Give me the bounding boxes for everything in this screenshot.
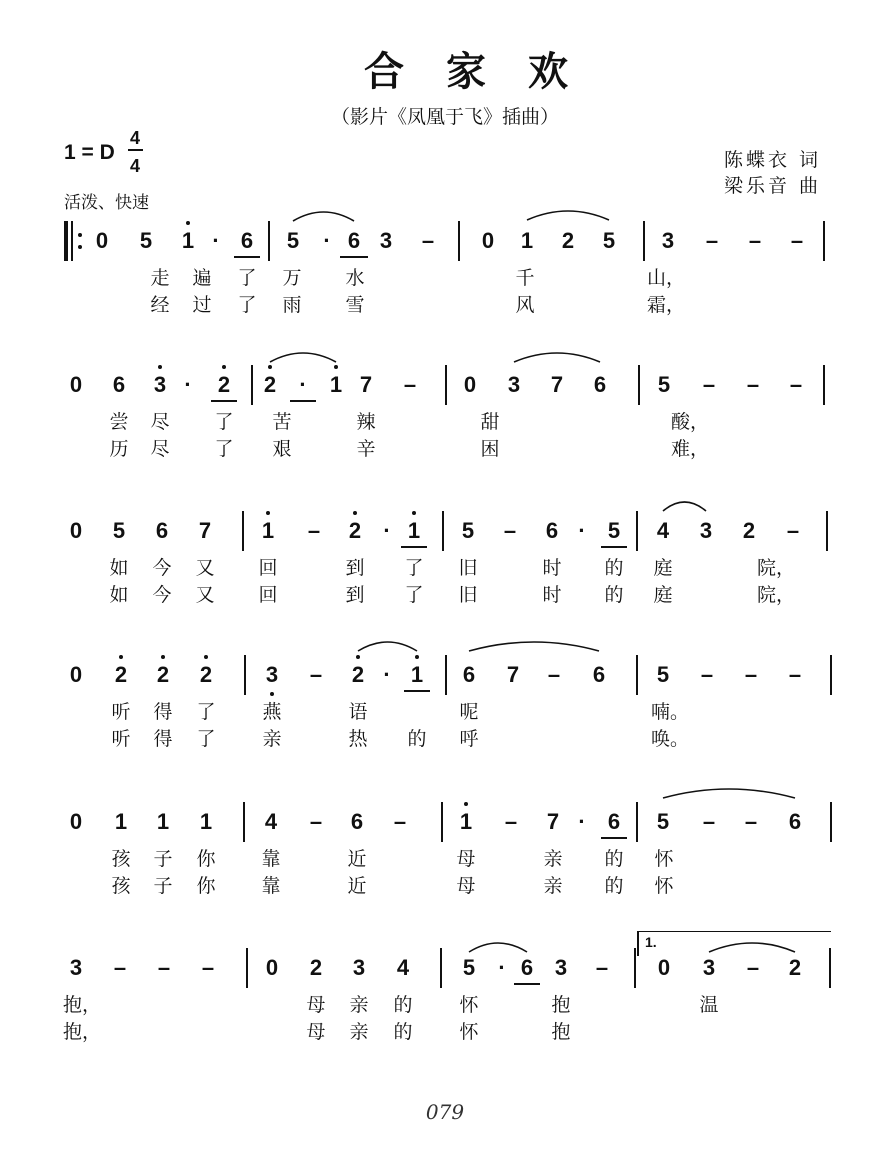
jianpu-note: – <box>503 518 517 543</box>
jianpu-note: 3 <box>554 955 568 980</box>
jianpu-note: 3 <box>352 955 366 980</box>
jianpu-note: – <box>748 228 762 253</box>
jianpu-note: – <box>702 372 716 397</box>
lyric-verse-2: 霜， <box>647 294 686 316</box>
lyric-verse-2: 抱 <box>551 1021 571 1043</box>
lyric-verse-1: 回 <box>258 557 278 579</box>
lyric-verse-1: 了 <box>237 267 257 289</box>
slur <box>469 642 599 651</box>
lyric-verse-1: 亲 <box>543 848 563 870</box>
jianpu-note: – <box>309 809 323 834</box>
lyric-verse-2: 今 <box>152 584 172 606</box>
jianpu-note: – <box>788 662 802 687</box>
lyric-verse-2: 的 <box>604 584 624 606</box>
jianpu-note: 0 <box>657 955 671 980</box>
lyric-verse-1: 孩 <box>111 848 131 870</box>
lyric-verse-2: 辛 <box>356 438 376 460</box>
lyric-verse-1: 抱， <box>63 994 102 1016</box>
jianpu-note: 5 <box>656 809 670 834</box>
lyric-verse-1: 尽 <box>150 411 170 433</box>
slur <box>527 211 609 220</box>
jianpu-note: 0 <box>265 955 279 980</box>
jianpu-note: – <box>403 372 417 397</box>
jianpu-note: · <box>578 809 586 834</box>
lyric-verse-1: 语 <box>348 701 368 723</box>
lyric-verse-1: 又 <box>195 557 215 579</box>
lyric-verse-2: 子 <box>153 875 173 897</box>
jianpu-note: 1 <box>407 518 421 543</box>
lyric-verse-1: 抱 <box>551 994 571 1016</box>
jianpu-note: 2 <box>351 662 365 687</box>
jianpu-note: – <box>504 809 518 834</box>
lyric-verse-2: 经 <box>150 294 170 316</box>
lyric-verse-1: 院， <box>757 557 796 579</box>
jianpu-note: 1 <box>199 809 213 834</box>
jianpu-note: 6 <box>592 662 606 687</box>
time-signature-top: 4 <box>130 128 141 148</box>
lyric-verse-2: 雨 <box>282 294 302 316</box>
jianpu-note: 6 <box>593 372 607 397</box>
jianpu-note: 2 <box>309 955 323 980</box>
lyric-verse-2: 亲 <box>262 728 282 750</box>
lyric-verse-2: 抱， <box>63 1021 102 1043</box>
lyric-verse-2: 雪 <box>345 294 365 316</box>
lyric-verse-1: 了 <box>196 701 216 723</box>
lyric-verse-1: 的 <box>604 557 624 579</box>
jianpu-note: 5 <box>602 228 616 253</box>
lyric-verse-2: 的 <box>393 1021 413 1043</box>
jianpu-note: · <box>383 518 391 543</box>
jianpu-note: 5 <box>112 518 126 543</box>
lyric-verse-2: 母 <box>456 875 476 897</box>
lyric-verse-2: 的 <box>604 875 624 897</box>
jianpu-note: 7 <box>359 372 373 397</box>
lyric-verse-1: 旧 <box>458 557 478 579</box>
slur <box>514 353 600 362</box>
lyric-verse-2: 孩 <box>111 875 131 897</box>
lyric-verse-2: 听 <box>111 728 131 750</box>
lyric-verse-2: 了 <box>196 728 216 750</box>
lyric-verse-2: 过 <box>192 294 212 316</box>
jianpu-note: 7 <box>546 809 560 834</box>
lyric-verse-1: 今 <box>152 557 172 579</box>
jianpu-note: 5 <box>286 228 300 253</box>
lyric-verse-2: 历 <box>109 438 129 460</box>
lyric-verse-1: 万 <box>282 267 302 289</box>
jianpu-note: 7 <box>550 372 564 397</box>
lyric-verse-1: 得 <box>153 701 173 723</box>
jianpu-note: 2 <box>199 662 213 687</box>
lyric-verse-2: 艰 <box>272 438 292 460</box>
lyric-verse-2: 如 <box>109 584 129 606</box>
lyric-verse-1: 苦 <box>272 411 292 433</box>
lyric-verse-2: 得 <box>153 728 173 750</box>
jianpu-note: – <box>744 809 758 834</box>
jianpu-note: – <box>790 228 804 253</box>
lyric-verse-1: 时 <box>542 557 562 579</box>
lyric-verse-2: 怀 <box>654 875 674 897</box>
jianpu-note: 3 <box>699 518 713 543</box>
key-signature: 1 = D <box>64 141 115 164</box>
jianpu-note: – <box>547 662 561 687</box>
jianpu-note: · <box>498 955 506 980</box>
lyric-verse-1: 的 <box>604 848 624 870</box>
jianpu-note: 2 <box>788 955 802 980</box>
jianpu-note: 2 <box>114 662 128 687</box>
jianpu-note: – <box>113 955 127 980</box>
jianpu-note: 0 <box>69 372 83 397</box>
lyric-verse-2: 了 <box>404 584 424 606</box>
lyric-verse-1: 的 <box>393 994 413 1016</box>
jianpu-note: 7 <box>506 662 520 687</box>
jianpu-note: 6 <box>545 518 559 543</box>
time-signature-bottom: 4 <box>130 156 141 176</box>
slur <box>663 502 706 511</box>
lyric-verse-2: 亲 <box>349 1021 369 1043</box>
lyric-verse-2: 怀 <box>459 1021 479 1043</box>
lyric-verse-1: 走 <box>150 267 170 289</box>
lyric-verse-2: 的 <box>407 728 427 750</box>
song-subtitle: （影片《凤凰于飞》插曲） <box>330 106 559 128</box>
jianpu-note: 1 <box>520 228 534 253</box>
page-number: 079 <box>425 1100 465 1124</box>
jianpu-note: 2 <box>348 518 362 543</box>
lyric-verse-2: 时 <box>542 584 562 606</box>
lyric-verse-1: 燕 <box>262 701 282 723</box>
jianpu-note: 3 <box>507 372 521 397</box>
lyric-verse-1: 遍 <box>192 267 212 289</box>
lyric-verse-1: 到 <box>345 557 365 579</box>
lyric-verse-2: 了 <box>214 438 234 460</box>
lyric-verse-1: 水 <box>345 267 365 289</box>
jianpu-note: 5 <box>461 518 475 543</box>
volta-label: 1. <box>645 934 657 950</box>
jianpu-note: 0 <box>463 372 477 397</box>
jianpu-note: 6 <box>520 955 534 980</box>
lyric-verse-2: 院， <box>757 584 796 606</box>
jianpu-note: 4 <box>656 518 670 543</box>
jianpu-note: · <box>578 518 586 543</box>
lyric-verse-1: 子 <box>153 848 173 870</box>
jianpu-note: 1 <box>114 809 128 834</box>
lyric-verse-2: 了 <box>237 294 257 316</box>
jianpu-note: – <box>702 809 716 834</box>
lyric-verse-1: 辣 <box>356 411 376 433</box>
jianpu-note: 3 <box>702 955 716 980</box>
jianpu-note: 3 <box>661 228 675 253</box>
jianpu-note: 6 <box>155 518 169 543</box>
tempo-marking: 活泼、快速 <box>64 193 149 213</box>
lyric-verse-2: 唤。 <box>651 728 690 750</box>
lyric-verse-1: 母 <box>306 994 326 1016</box>
jianpu-note: 1 <box>181 228 195 253</box>
jianpu-note: – <box>789 372 803 397</box>
jianpu-note: – <box>201 955 215 980</box>
lyric-verse-1: 怀 <box>654 848 674 870</box>
lyric-verse-1: 听 <box>111 701 131 723</box>
jianpu-note: 6 <box>788 809 802 834</box>
jianpu-note: 0 <box>69 518 83 543</box>
lyric-verse-1: 如 <box>109 557 129 579</box>
slur <box>270 353 336 362</box>
jianpu-note: 0 <box>69 662 83 687</box>
slur <box>293 212 354 221</box>
lyric-verse-1: 尝 <box>109 411 129 433</box>
lyric-verse-1: 酸， <box>671 411 710 433</box>
jianpu-note: – <box>307 518 321 543</box>
jianpu-note: 6 <box>462 662 476 687</box>
jianpu-note: 3 <box>69 955 83 980</box>
lyric-verse-1: 了 <box>404 557 424 579</box>
jianpu-note: – <box>746 955 760 980</box>
lyric-verse-1: 怀 <box>459 994 479 1016</box>
lyric-verse-2: 困 <box>480 438 500 460</box>
lyric-verse-1: 温 <box>699 994 719 1016</box>
lyric-verse-2: 尽 <box>150 438 170 460</box>
jianpu-note: 6 <box>240 228 254 253</box>
lyric-verse-1: 近 <box>347 848 367 870</box>
song-title: 合家欢 <box>364 48 610 95</box>
jianpu-note: · <box>383 662 391 687</box>
lyric-verse-2: 母 <box>306 1021 326 1043</box>
jianpu-note: · <box>212 228 220 253</box>
jianpu-note: 2 <box>263 372 277 397</box>
jianpu-note: – <box>700 662 714 687</box>
jianpu-note: 5 <box>139 228 153 253</box>
composer-credit: 梁乐音 曲 <box>724 175 822 197</box>
lyric-verse-2: 风 <box>515 294 535 316</box>
lyric-verse-1: 你 <box>196 848 216 870</box>
lyric-verse-2: 回 <box>258 584 278 606</box>
jianpu-note: 4 <box>396 955 410 980</box>
jianpu-note: 1 <box>261 518 275 543</box>
jianpu-note: – <box>157 955 171 980</box>
lyric-verse-1: 亲 <box>349 994 369 1016</box>
jianpu-note: 2 <box>217 372 231 397</box>
jianpu-note: 3 <box>379 228 393 253</box>
jianpu-note: 0 <box>95 228 109 253</box>
jianpu-note: 6 <box>112 372 126 397</box>
jianpu-note: 7 <box>198 518 212 543</box>
jianpu-note: 1 <box>329 372 343 397</box>
jianpu-note: – <box>393 809 407 834</box>
slur <box>663 789 795 798</box>
lyric-verse-2: 呼 <box>459 728 479 750</box>
jianpu-note: · <box>323 228 331 253</box>
jianpu-note: 5 <box>657 372 671 397</box>
slur <box>358 642 417 651</box>
jianpu-note: – <box>421 228 435 253</box>
jianpu-note: 2 <box>156 662 170 687</box>
lyric-verse-2: 靠 <box>261 875 281 897</box>
jianpu-note: – <box>705 228 719 253</box>
jianpu-note: 3 <box>153 372 167 397</box>
jianpu-note: · <box>184 372 192 397</box>
lyric-verse-2: 近 <box>347 875 367 897</box>
lyric-verse-1: 呢 <box>459 701 479 723</box>
jianpu-note: 2 <box>742 518 756 543</box>
lyric-verse-1: 山， <box>647 267 686 289</box>
jianpu-note: – <box>744 662 758 687</box>
lyric-verse-2: 旧 <box>458 584 478 606</box>
lyric-verse-1: 了 <box>214 411 234 433</box>
lyricist-credit: 陈蝶衣 词 <box>724 149 822 171</box>
lyric-verse-1: 甜 <box>480 411 500 433</box>
lyric-verse-2: 热 <box>348 728 368 750</box>
lyric-verse-1: 喃。 <box>651 701 690 723</box>
jianpu-note: – <box>309 662 323 687</box>
lyric-verse-1: 庭 <box>653 557 673 579</box>
jianpu-note: 5 <box>462 955 476 980</box>
first-ending-bracket <box>637 931 831 956</box>
jianpu-note: – <box>786 518 800 543</box>
jianpu-note: 5 <box>607 518 621 543</box>
jianpu-note: 3 <box>265 662 279 687</box>
jianpu-note: 6 <box>350 809 364 834</box>
lyric-verse-2: 到 <box>345 584 365 606</box>
jianpu-note: 1 <box>156 809 170 834</box>
jianpu-note: 1 <box>459 809 473 834</box>
lyric-verse-2: 你 <box>196 875 216 897</box>
jianpu-note: 6 <box>347 228 361 253</box>
jianpu-note: 5 <box>656 662 670 687</box>
lyric-verse-1: 靠 <box>261 848 281 870</box>
lyric-verse-1: 千 <box>515 267 535 289</box>
jianpu-note: 6 <box>607 809 621 834</box>
jianpu-note: 1 <box>410 662 424 687</box>
lyric-verse-2: 庭 <box>653 584 673 606</box>
jianpu-note: 0 <box>481 228 495 253</box>
jianpu-note: – <box>746 372 760 397</box>
jianpu-note: – <box>595 955 609 980</box>
jianpu-note: 0 <box>69 809 83 834</box>
lyric-verse-1: 母 <box>456 848 476 870</box>
jianpu-note: · <box>299 372 307 397</box>
lyric-verse-2: 又 <box>195 584 215 606</box>
lyric-verse-2: 难， <box>671 438 710 460</box>
lyric-verse-2: 亲 <box>543 875 563 897</box>
slur <box>469 943 527 952</box>
jianpu-note: 4 <box>264 809 278 834</box>
jianpu-note: 2 <box>561 228 575 253</box>
